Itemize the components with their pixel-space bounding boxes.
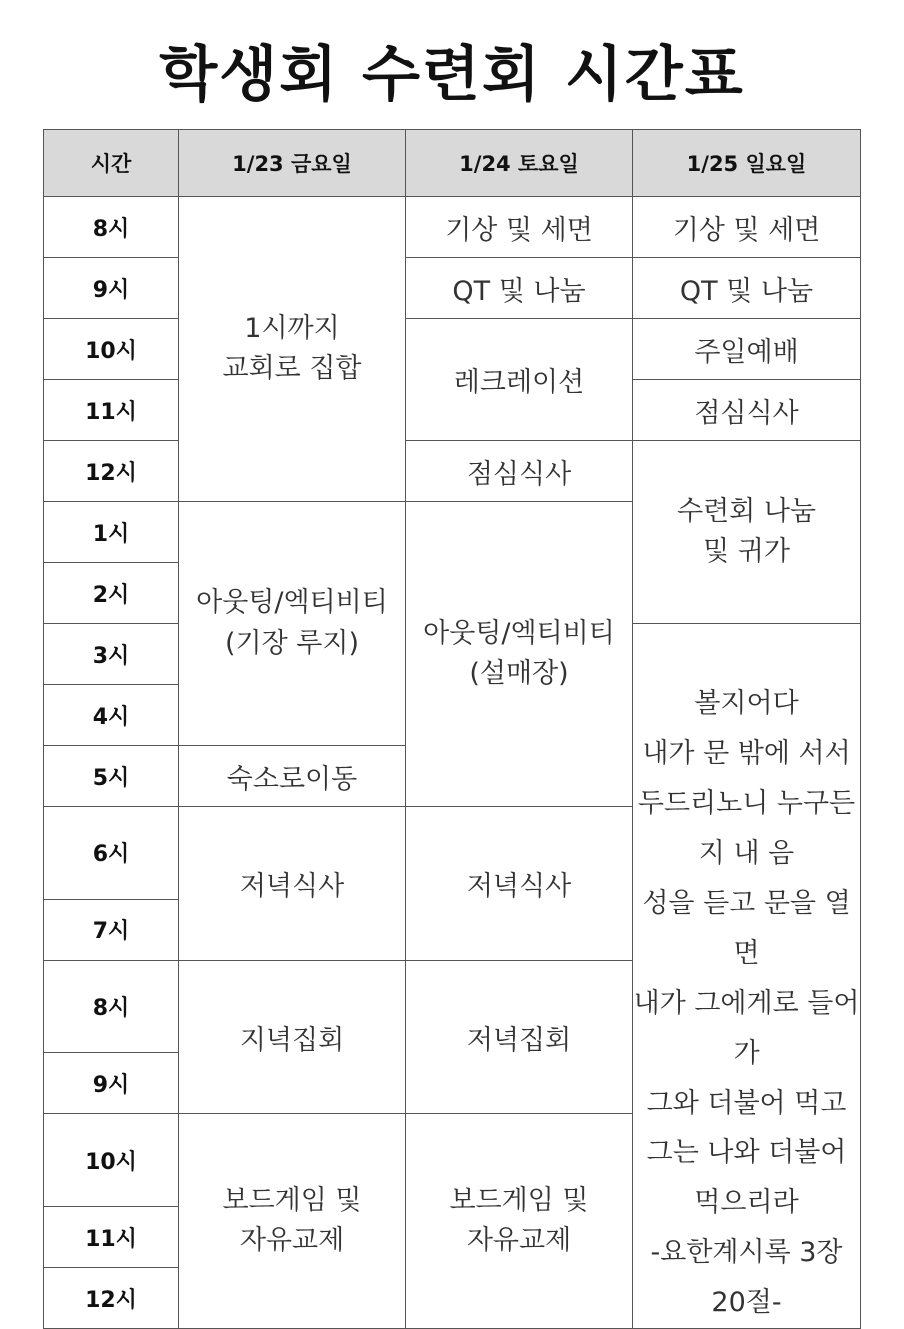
sat-dinner: 저녁식사 [406, 807, 633, 961]
sat-free: 보드게임 및 자유교제 [406, 1114, 633, 1329]
sat-qt: QT 및 나눔 [406, 258, 633, 319]
time-cell: 11시 [44, 380, 179, 441]
table-row [44, 258, 861, 319]
time-cell: 12시 [44, 1268, 179, 1329]
time-cell: 9시 [44, 1053, 179, 1114]
sun-lunch: 점심식사 [633, 380, 861, 441]
time-cell: 11시 [44, 1207, 179, 1268]
sat-recreation: 레크레이션 [406, 319, 633, 441]
time-cell: 5시 [44, 746, 179, 807]
time-cell: 8시 [44, 197, 179, 258]
header-sunday: 1/25 일요일 [633, 130, 861, 197]
time-cell: 1시 [44, 502, 179, 563]
sun-wakeup: 기상 및 세면 [633, 197, 861, 258]
table-row [44, 441, 861, 502]
fri-free: 보드게임 및 자유교제 [179, 1114, 406, 1329]
time-cell: 3시 [44, 624, 179, 685]
time-cell: 4시 [44, 685, 179, 746]
page-title: 학생회 수련회 시간표 [159, 40, 745, 110]
header-row [44, 130, 861, 197]
table-row [44, 197, 861, 258]
sun-qt: QT 및 나눔 [633, 258, 861, 319]
fri-gathering: 1시까지 교회로 집합 [179, 197, 406, 502]
time-cell: 6시 [44, 807, 179, 900]
sat-outing: 아웃팅/엑티비티 (설매장) [406, 502, 633, 807]
header-saturday: 1/24 토요일 [406, 130, 633, 197]
schedule-table [43, 129, 861, 1329]
time-cell: 9시 [44, 258, 179, 319]
time-cell: 7시 [44, 899, 179, 960]
sun-bible-verse [633, 624, 861, 1329]
sun-sharing: 수련회 나눔 및 귀가 [633, 441, 861, 624]
fri-dinner: 저녁식사 [179, 807, 406, 961]
sat-evening: 저녁집회 [406, 960, 633, 1114]
sat-wakeup: 기상 및 세면 [406, 197, 633, 258]
time-cell: 12시 [44, 441, 179, 502]
fri-outing: 아웃팅/엑티비티 (기장 루지) [179, 502, 406, 746]
header-friday: 1/23 금요일 [179, 130, 406, 197]
time-cell: 10시 [44, 1114, 179, 1207]
sat-lunch: 점심식사 [406, 441, 633, 502]
time-cell: 10시 [44, 319, 179, 380]
time-cell: 8시 [44, 960, 179, 1053]
header-time: 시간 [44, 130, 179, 197]
fri-evening: 지녁집회 [179, 960, 406, 1114]
fri-move: 숙소로이동 [179, 746, 406, 807]
time-cell: 2시 [44, 563, 179, 624]
sun-worship: 주일예배 [633, 319, 861, 380]
bible-verse-text: 볼지어다 내가 문 밖에 서서 두드리노니 누구든지 내 음 성을 듣고 문을 열면 내가 그에게로 들어가 그와 더불어 먹고 그는 나와 더불어 먹으리라 -요한계시록 3장 20절- [633, 688, 860, 1319]
table-row [44, 319, 861, 380]
